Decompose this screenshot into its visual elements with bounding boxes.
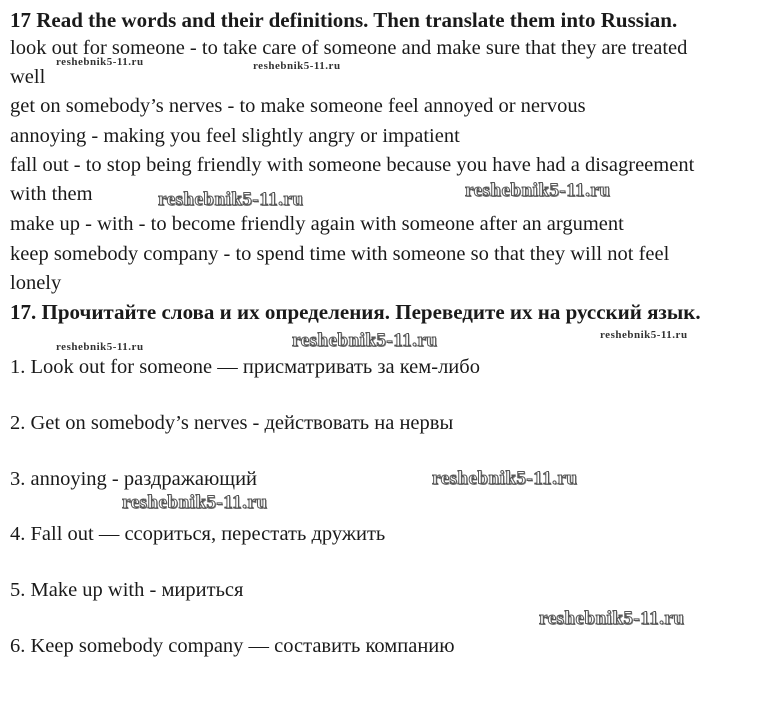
watermark: reshebnik5-11.ru — [600, 329, 688, 341]
definition-line: make up - with - to become friendly again with someone after an argument — [10, 213, 624, 235]
translation-item: 4. Fall out — ссориться, перестать дружить — [10, 523, 386, 545]
watermark: reshebnik5-11.ru — [465, 180, 611, 201]
translation-item: 2. Get on somebody’s nerves - действовать на нервы — [10, 412, 454, 434]
translation-item: 3. annoying - раздражающий — [10, 468, 258, 490]
english-heading: 17 Read the words and their definitions. Then translate them into Russian. — [10, 8, 678, 32]
definition-line: with them — [10, 183, 93, 205]
definition-line: look out for someone - to take care of someone and make sure that they are treated — [10, 37, 688, 59]
russian-heading: 17. Прочитайте слова и их определения. Переведите их на русский язык. — [10, 300, 701, 324]
definition-line: get on somebody’s nerves - to make someone feel annoyed or nervous — [10, 95, 586, 117]
translation-item: 6. Keep somebody company — составить компанию — [10, 635, 455, 657]
watermark: reshebnik5-11.ru — [56, 341, 144, 353]
watermark: reshebnik5-11.ru — [122, 492, 268, 513]
watermark: reshebnik5-11.ru — [432, 468, 578, 489]
watermark: reshebnik5-11.ru — [158, 189, 304, 210]
watermark: reshebnik5-11.ru — [56, 56, 144, 68]
definition-line: fall out - to stop being friendly with someone because you have had a disagreement — [10, 154, 695, 176]
watermark: reshebnik5-11.ru — [253, 60, 341, 72]
translation-item: 5. Make up with - мириться — [10, 579, 244, 601]
definition-line: lonely — [10, 272, 62, 294]
watermark: reshebnik5-11.ru — [292, 330, 438, 351]
definition-line: annoying - making you feel slightly angry or impatient — [10, 125, 460, 147]
watermark: reshebnik5-11.ru — [539, 608, 685, 629]
definition-line: keep somebody company - to spend time with someone so that they will not feel — [10, 243, 670, 265]
translation-item: 1. Look out for someone — присматривать за кем-либо — [10, 356, 480, 378]
definition-line: well — [10, 66, 46, 88]
